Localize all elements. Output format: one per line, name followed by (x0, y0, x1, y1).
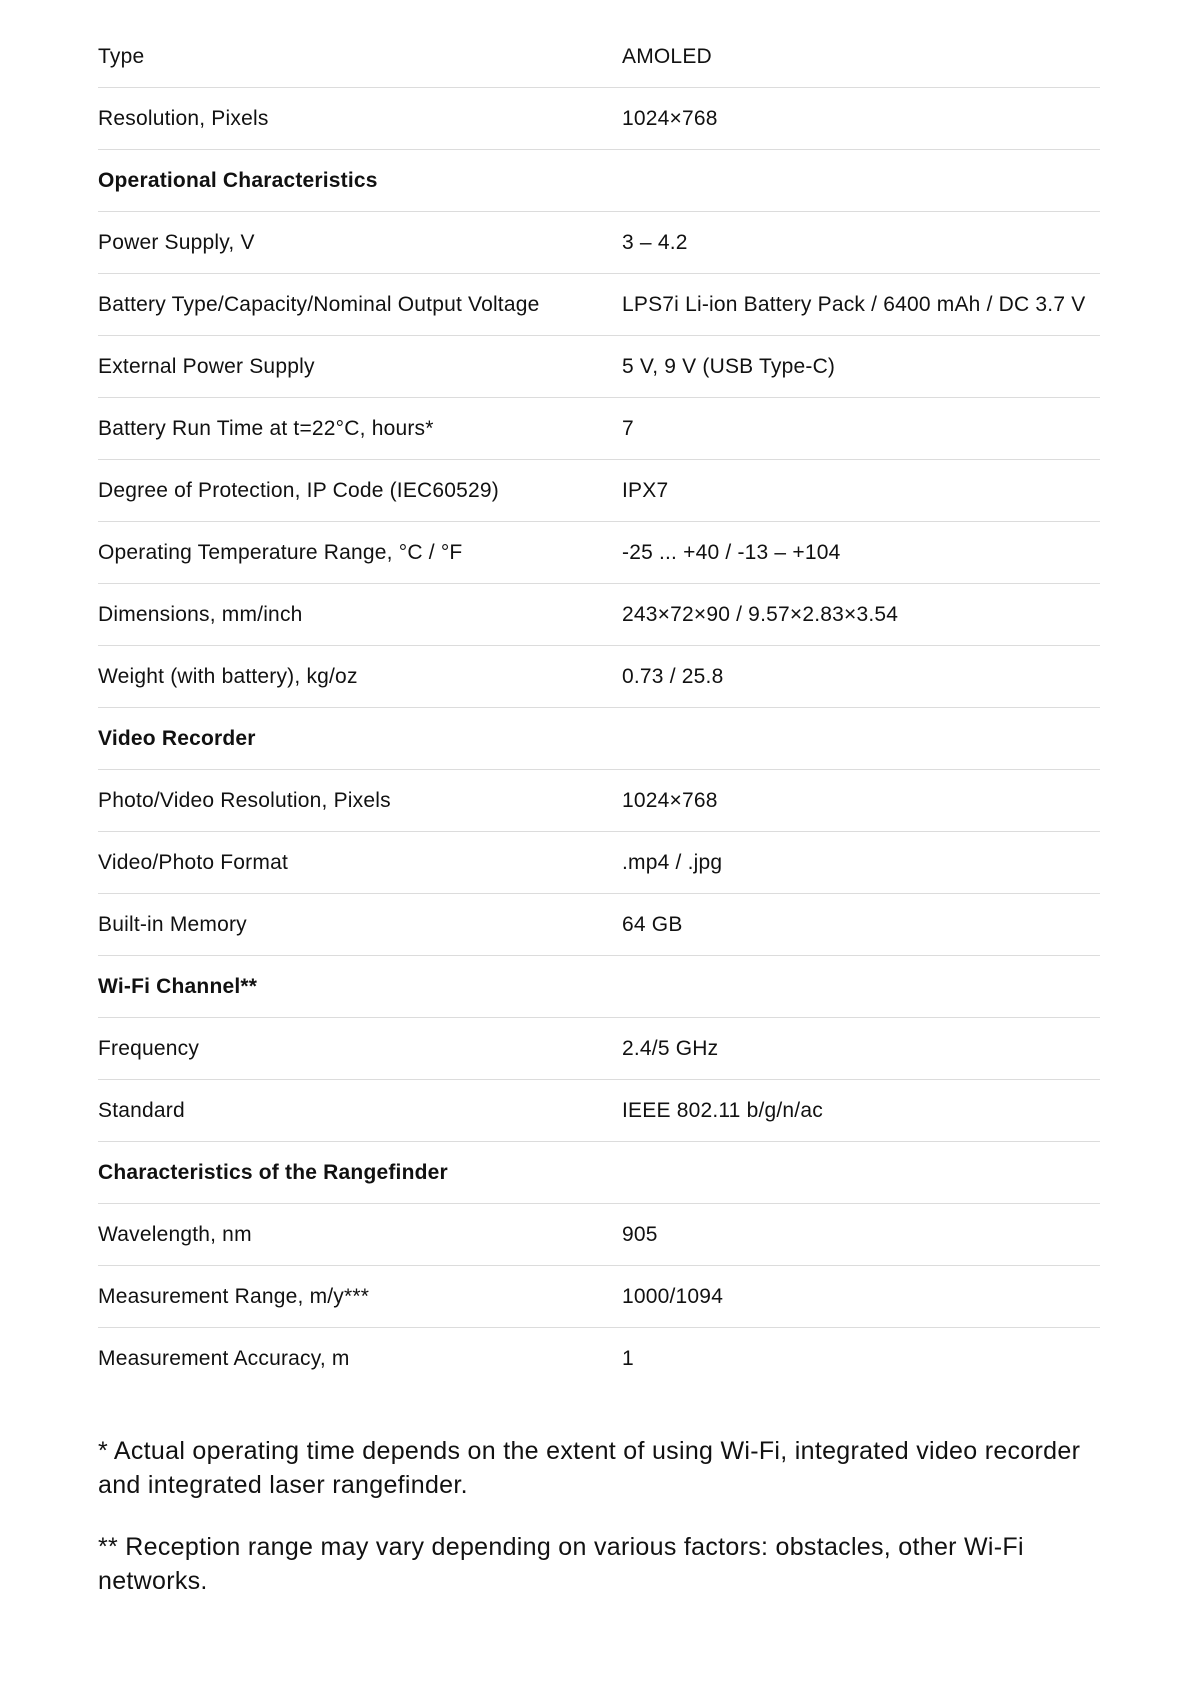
section-header (98, 1142, 1100, 1204)
spec-value: 243×72×90 / 9.57×2.83×3.54 (622, 602, 899, 626)
spec-row (98, 894, 1100, 956)
spec-row (98, 1328, 1100, 1390)
section-header (98, 956, 1100, 1018)
spec-value: LPS7i Li-ion Battery Pack / 6400 mAh / DC 3.7 V (622, 292, 1086, 316)
spec-label: External Power Supply (98, 354, 315, 378)
spec-label: Battery Type/Capacity/Nominal Output Voltage (98, 292, 540, 316)
spec-page (98, 26, 1100, 1626)
spec-value: 64 GB (622, 912, 683, 936)
spec-value: .mp4 / .jpg (622, 850, 723, 874)
section-header (98, 708, 1100, 770)
spec-label: Measurement Accuracy, m (98, 1347, 350, 1370)
spec-row (98, 522, 1100, 584)
spec-row (98, 274, 1100, 336)
spec-value: -25 ... +40 / -13 – +104 (622, 540, 841, 564)
spec-row (98, 1204, 1100, 1266)
spec-value: 1 (622, 1347, 634, 1370)
spec-row (98, 1018, 1100, 1080)
section-title: Wi-Fi Channel** (98, 974, 258, 998)
spec-row (98, 460, 1100, 522)
spec-row (98, 646, 1100, 708)
spec-value: 1024×768 (622, 106, 718, 130)
spec-value: AMOLED (622, 44, 712, 68)
spec-row (98, 26, 1100, 88)
footnotes (98, 1434, 1100, 1598)
spec-value: 905 (622, 1222, 658, 1246)
spec-value: IEEE 802.11 b/g/n/ac (622, 1098, 823, 1122)
spec-label: Dimensions, mm/inch (98, 602, 303, 626)
spec-row (98, 1080, 1100, 1142)
spec-label: Wavelength, nm (98, 1222, 252, 1246)
section-title: Operational Characteristics (98, 168, 378, 192)
spec-label: Power Supply, V (98, 230, 255, 254)
spec-row (98, 88, 1100, 150)
section-header (98, 150, 1100, 212)
spec-value: 5 V, 9 V (USB Type-C) (622, 354, 836, 378)
section-title: Video Recorder (98, 726, 256, 750)
spec-label: Photo/Video Resolution, Pixels (98, 788, 391, 812)
footnote: * Actual operating time depends on the extent of using Wi-Fi, integrated video recorder and integrated laser rangefinder. (98, 1437, 1081, 1499)
footnote: ** Reception range may vary depending on various factors: obstacles, other Wi-Fi networks. (98, 1533, 1024, 1595)
spec-row (98, 832, 1100, 894)
spec-value: 1000/1094 (622, 1284, 724, 1308)
spec-value: 0.73 / 25.8 (622, 664, 724, 688)
spec-label: Degree of Protection, IP Code (IEC60529) (98, 478, 500, 502)
spec-value: IPX7 (622, 478, 669, 502)
spec-label: Measurement Range, m/y*** (98, 1284, 370, 1308)
spec-label: Frequency (98, 1036, 200, 1060)
spec-label: Standard (98, 1098, 185, 1122)
spec-label: Weight (with battery), kg/oz (98, 664, 358, 688)
spec-label: Operating Temperature Range, °C / °F (98, 540, 463, 564)
spec-row (98, 1266, 1100, 1328)
spec-row (98, 770, 1100, 832)
spec-label: Built-in Memory (98, 912, 247, 936)
section-title: Characteristics of the Rangefinder (98, 1160, 448, 1184)
spec-row (98, 398, 1100, 460)
spec-value: 2.4/5 GHz (622, 1036, 719, 1060)
spec-row (98, 584, 1100, 646)
spec-value: 7 (622, 416, 634, 440)
spec-label: Video/Photo Format (98, 850, 288, 874)
spec-table (98, 26, 1100, 1390)
spec-value: 3 – 4.2 (622, 230, 688, 254)
spec-label: Resolution, Pixels (98, 106, 269, 130)
spec-label: Type (98, 44, 145, 68)
spec-value: 1024×768 (622, 788, 718, 812)
spec-row (98, 336, 1100, 398)
spec-label: Battery Run Time at t=22°C, hours* (98, 416, 434, 440)
spec-row (98, 212, 1100, 274)
